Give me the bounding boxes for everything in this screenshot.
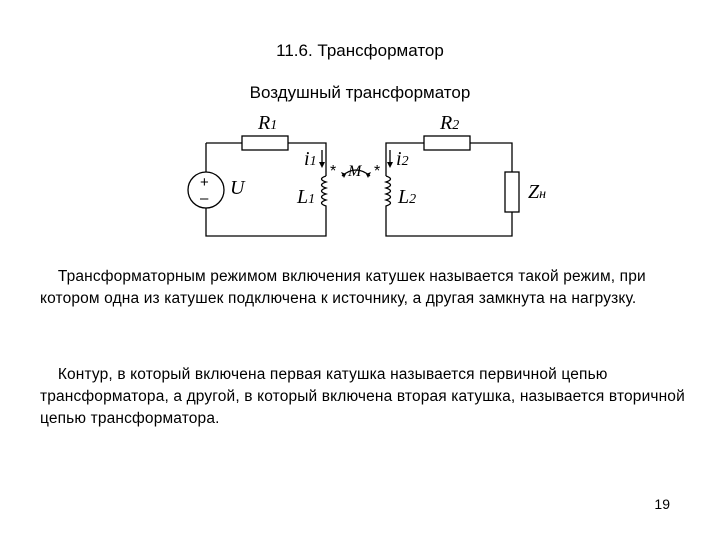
transformer-circuit-diagram xyxy=(0,0,720,260)
label-zn: Zн xyxy=(528,181,547,203)
label-r1: R1 xyxy=(258,112,278,134)
source-plus-sign: + xyxy=(200,174,209,191)
paragraph-primary-secondary: Контур, в который включена первая катушка называется первичной цепью трансформатора, а другой, в который включена вторая катушка, называется вторичной цепью трансформатора. xyxy=(40,366,685,427)
label-r2: R2 xyxy=(440,112,460,134)
label-u: U xyxy=(230,177,245,199)
label-l2: L2 xyxy=(398,186,417,208)
load-impedance xyxy=(505,172,519,212)
resistor-r2 xyxy=(424,136,470,150)
secondary-wire-bottom xyxy=(386,212,512,236)
coil-l1 xyxy=(322,176,327,212)
label-l1: L1 xyxy=(297,186,316,208)
label-i1: i1 xyxy=(304,148,317,170)
label-m: M xyxy=(348,163,362,180)
dot-marker-l1: * xyxy=(330,163,337,180)
paragraph-transformer-mode: Трансформаторным режимом включения катушек называется такой режим, при котором одна из катушек подключена к источнику, а другая замкнута на нагрузку. xyxy=(40,268,646,307)
resistor-r1 xyxy=(242,136,288,150)
slide-subtitle: Воздушный трансформатор xyxy=(249,83,471,102)
coil-l2 xyxy=(386,176,391,212)
source-minus-sign: – xyxy=(200,190,209,207)
arrow-i2-head xyxy=(387,162,393,168)
page-number: 19 xyxy=(654,496,670,512)
label-i2: i2 xyxy=(396,148,409,170)
slide-title: 11.6. Трансформатор xyxy=(276,41,444,60)
dot-marker-l2: * xyxy=(374,163,381,180)
arrow-i1-head xyxy=(319,162,325,168)
